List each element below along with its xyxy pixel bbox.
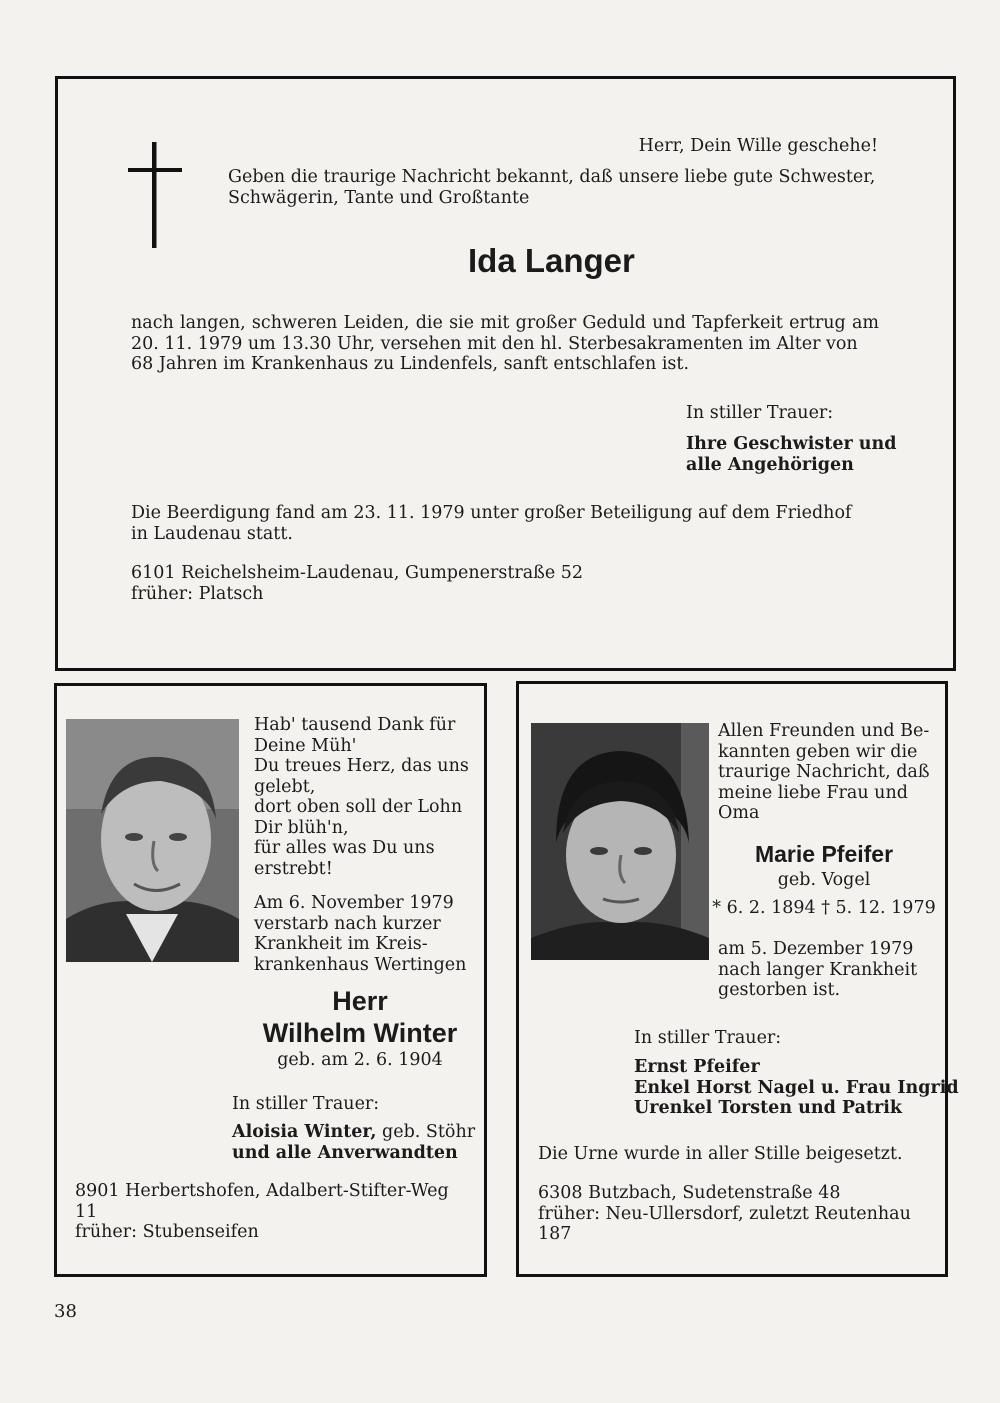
notice1-former-line: früher: Platsch — [131, 583, 264, 604]
notice2-death-line: Am 6. November 1979 — [254, 893, 454, 913]
notice3-intro-line: traurige Nachricht, daß — [718, 762, 930, 782]
notice2-death-line: Krankheit im Kreis- — [254, 934, 428, 954]
notice3-mourner-line: Ernst Pfeifer — [634, 1057, 760, 1077]
notice3-former-line: 187 — [538, 1224, 572, 1244]
notice3-mourner-line: Urenkel Torsten und Patrik — [634, 1098, 903, 1118]
notice1-funeral-line: Die Beerdigung fand am 23. 11. 1979 unter großer Beteiligung auf dem Friedhof — [131, 503, 852, 523]
notice2-mourner-birth: geb. Stöhr — [376, 1122, 476, 1142]
notice1-body-line: 68 Jahren im Krankenhaus zu Lindenfels, sanft entschlafen ist. — [131, 354, 690, 374]
notice2-death-line: verstarb nach kurzer — [254, 913, 441, 934]
notice2-mourner-line — [232, 1122, 476, 1143]
notice1-intro-line: Geben die traurige Nachricht bekannt, daß unsere liebe gute Schwester, — [228, 167, 876, 187]
notice2-birth: geb. am 2. 6. 1904 — [277, 1050, 443, 1070]
notice3-former-line: früher: Neu-Ullersdorf, zuletzt Reutenhau — [538, 1203, 911, 1224]
notice3-death-line: am 5. Dezember 1979 — [718, 939, 914, 959]
notice3-address — [538, 1183, 938, 1245]
notice2-poem — [254, 715, 469, 879]
notice1-mourner-line: Ihre Geschwister und — [686, 434, 897, 454]
notice2-former-line: früher: Stubenseifen — [75, 1222, 259, 1242]
notice1-mourners — [686, 434, 896, 475]
notice1-body-line: nach langen, schweren Leiden, die sie mit großer Geduld und Tapferkeit ertrug am — [131, 313, 879, 333]
notice3-intro — [718, 721, 930, 824]
notice1-body — [131, 313, 879, 375]
notice2-mourner-rest: und alle Anverwandten — [232, 1142, 458, 1163]
notice3-mourners — [634, 1057, 959, 1119]
notice2-poem-line: Dir blüh'n, — [254, 817, 349, 838]
notice2-title: Herr — [332, 986, 388, 1016]
notice2-poem-line: Hab' tausend Dank für — [254, 715, 456, 735]
notice1-funeral-line: in Laudenau statt. — [131, 523, 293, 544]
notice1-intro — [228, 167, 888, 208]
notice3-intro-line: Allen Freunden und Be- — [718, 721, 930, 741]
notice1-deceased-name: Ida Langer — [468, 242, 635, 279]
notice2-poem-line: erstrebt! — [254, 858, 333, 879]
notice2-poem-line: Deine Müh' — [254, 735, 357, 756]
photo-wilhelm-winter — [66, 719, 239, 962]
notice3-intro-line: Oma — [718, 803, 760, 823]
notice1-body-line: 20. 11. 1979 um 13.30 Uhr, versehen mit den hl. Sterbesakramenten im Alter von — [131, 333, 858, 354]
notice1-mourner-line: alle Angehörigen — [686, 454, 854, 475]
notice2-death-notice — [254, 893, 466, 975]
notice2-address-line: 8901 Herbertshofen, Adalbert-Stifter-Weg — [75, 1181, 449, 1201]
notice3-intro-line: meine liebe Frau und — [718, 782, 908, 803]
notice1-address — [131, 563, 731, 604]
notice1-funeral — [131, 503, 891, 544]
notice3-deceased-name: Marie Pfeifer — [754, 841, 894, 867]
notice3-death-line: gestorben ist. — [718, 980, 841, 1000]
notice3-death-notice — [718, 939, 932, 1001]
notice3-mourning-label: In stiller Trauer: — [634, 1028, 782, 1048]
notice2-mourners — [232, 1122, 476, 1163]
notice1-mourning-label: In stiller Trauer: — [686, 403, 834, 423]
notice2-poem-line: für alles was Du uns — [254, 838, 435, 858]
portrait-woman-image — [531, 723, 709, 960]
notice3-intro-line: kannten geben wir die — [718, 741, 918, 762]
notice2-mourning-label: In stiller Trauer: — [232, 1094, 380, 1114]
notice2-poem-line: gelebt, — [254, 776, 316, 797]
notice3-birth-name: geb. Vogel — [777, 870, 871, 890]
notice2-deceased-name: Wilhelm Winter — [262, 1018, 458, 1048]
notice3-urn-text: Die Urne wurde in aller Stille beigesetzt. — [538, 1144, 903, 1164]
notice2-death-line: krankenhaus Wertingen — [254, 954, 467, 975]
notice3-mourner-line: Enkel Horst Nagel u. Frau Ingrid — [634, 1077, 959, 1098]
notice2-address — [75, 1181, 475, 1243]
notice3-dates: * 6. 2. 1894 † 5. 12. 1979 — [712, 898, 936, 918]
notice1-motto: Herr, Dein Wille geschehe! — [638, 136, 878, 156]
cross-icon — [128, 140, 184, 250]
notice3-death-line: nach langer Krankheit — [718, 959, 918, 980]
notice2-poem-line: dort oben soll der Lohn — [254, 797, 463, 817]
notice2-mourner-name: Aloisia Winter, — [232, 1122, 377, 1142]
portrait-man-image — [66, 719, 239, 962]
notice3-address-line: 6308 Butzbach, Sudetenstraße 48 — [538, 1183, 841, 1203]
notice1-address-line: 6101 Reichelsheim-Laudenau, Gumpenerstraße 52 — [131, 563, 584, 583]
photo-marie-pfeifer — [531, 723, 709, 960]
page-number: 38 — [54, 1301, 77, 1322]
notice2-poem-line: Du treues Herz, das uns — [254, 756, 469, 776]
notice2-address-line: 11 — [75, 1201, 98, 1222]
notice1-intro-line: Schwägerin, Tante und Großtante — [228, 187, 530, 208]
